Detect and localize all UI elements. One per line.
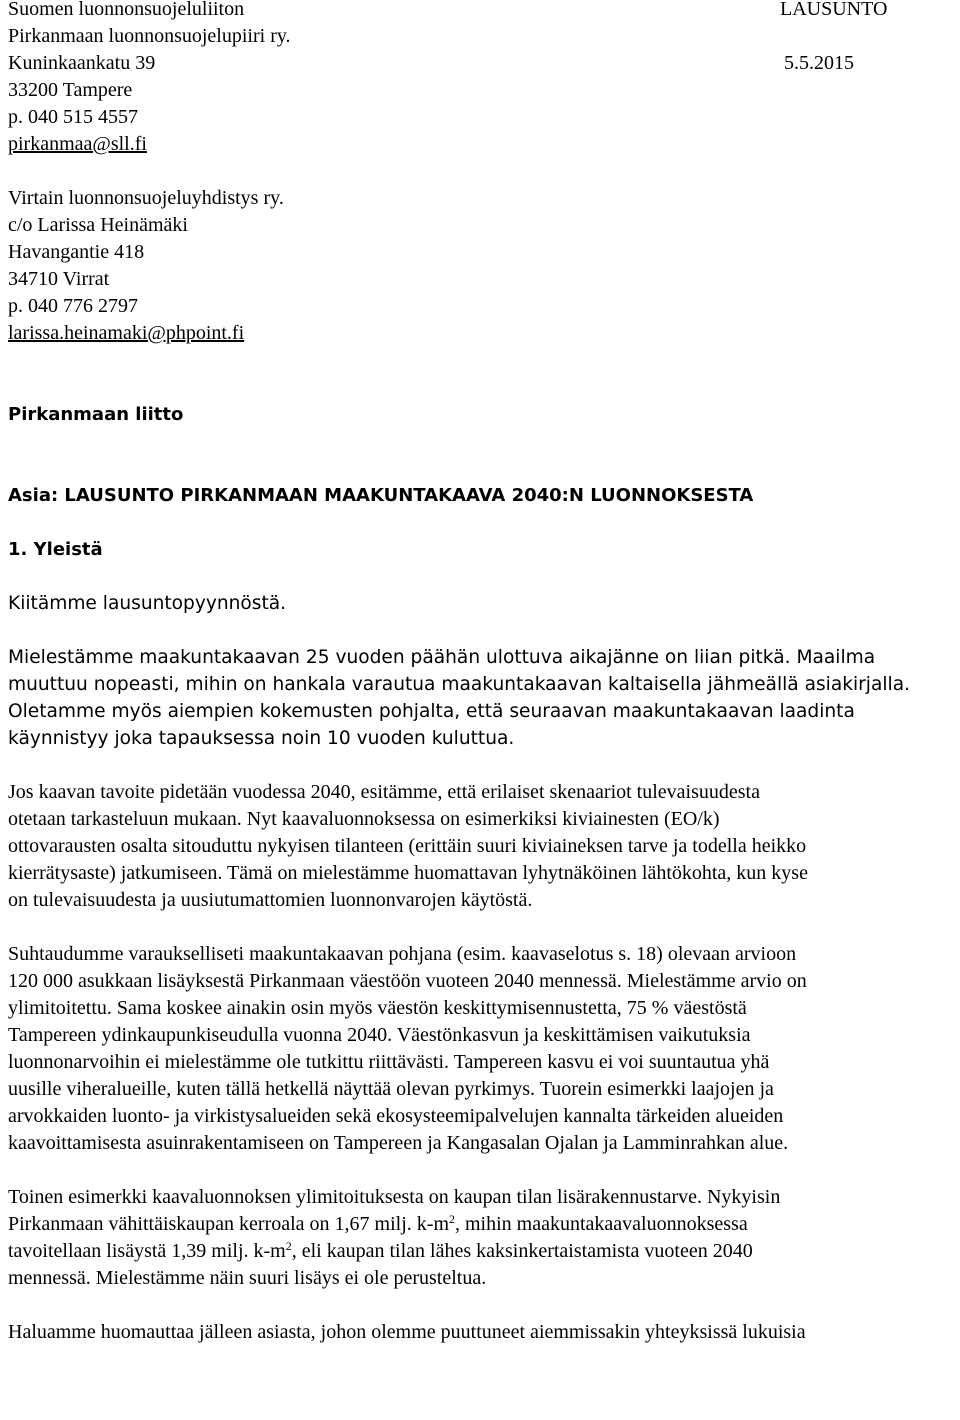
paragraph-scenarios: Jos kaavan tavoite pidetään vuodessa 2040, esitämme, että erilaiset skenaariot tulevaisuudesta otetaan tarkasteluun mukaan. Nyt kaavaluonnoksessa on esimerkiksi kiviainesten (EO/k) ottovarausten osalta sitouduttu nykyisen tilanteen (erittäin suuri kiviaineksen tarve ja todella heikko kierrätysaste) jatkumiseen. Tämä on mielestämme huomattavan lyhytnäköinen lähtökohta, kun kyse on tulevaisuudesta ja uusiutumattomien luonnonvarojen käytöstä. [8,781,808,911]
sender-phone: p. 040 515 4557 [8,106,138,128]
paragraph-timeframe: Mielestämme maakuntakaavan 25 vuoden päähän ulottuva aikajänne on liian pitkä. Maailma muuttuu nopeasti, mihin on hankala varautua maakuntakaavan kaltaisella jähmeällä asiakirjalla. Oletamme myös aiempien kokemusten pohjalta, että seuraavan maakuntakaavan laadinta käynnistyy joka tapauksessa noin 10 vuoden kuluttua. [8,647,910,749]
document-type: LAUSUNTO [780,0,888,20]
sender-org-line1: Suomen luonnonsuojeluliiton [8,0,245,20]
document-date: 5.5.2015 [784,52,854,74]
sender-email-link[interactable]: pirkanmaa@sll.fi [8,133,147,155]
co-sender-phone: p. 040 776 2797 [8,295,138,317]
sender-postal: 33200 Tampere [8,79,133,101]
subject-line: Asia: LAUSUNTO PIRKANMAAN MAAKUNTAKAAVA 2040:N LUONNOKSESTA [8,485,754,506]
paragraph-population: Suhtaudumme varaukselliseti maakuntakaavan pohjana (esim. kaavaselotus s. 18) olevaan arvioon 120 000 asukkaan lisäyksestä Pirkanmaan väestöön vuoteen 2040 mennessä. Mielestämme arvio on ylimitoitettu. Sama koskee ainakin osin myös väestön keskittymisennustetta, 75 % väestöstä Tampereen ydinkaupunkiseudulla vuonna 2040. Väestönkasvun ja keskittämisen vaikutuksia luonnonarvoihin ei mielestämme ole tutkittu riittävästi. Tampereen kasvu ei voi suuntautua yhä uusille viheralueille, kuten tällä hetkellä näyttää olevan pyrkimys. Tuorein esimerkki laajojen ja arvokkaiden luonto- ja virkistysalueiden sekä ekosysteemipalvelujen kannalta tärkeiden alueiden kaavoittamisesta asuinrakentamiseen on Tampereen ja Kangasalan Ojalan ja Lamminrahkan alue. [8,943,807,1154]
paragraph-reminder: Haluamme huomauttaa jälleen asiasta, johon olemme puuttuneet aiemmissakin yhteyksissä lukuisia [8,1321,806,1343]
section-title: 1. Yleistä [8,539,103,560]
co-sender-postal: 34710 Virrat [8,268,110,290]
sender-street: Kuninkaankatu 39 [8,52,156,74]
sender-org-line2: Pirkanmaan luonnonsuojelupiiri ry. [8,25,291,47]
paragraph-thanks: Kiitämme lausuntopyynnöstä. [8,593,287,614]
co-sender-name: Virtain luonnonsuojeluyhdistys ry. [8,187,284,209]
paragraph-retail-space: Toinen esimerkki kaavaluonnoksen ylimitoituksesta on kaupan tilan lisärakennustarve. Nykyisin Pirkanmaan vähittäiskaupan kerroala on 1,67 milj. $k-m^2$, mihin maakuntakaavaluonnoksessa tavoitellaan lisäystä 1,39 milj. $k-m^2$, eli kaupan tilan lähes kaksinkertaistamista vuoteen 2040 mennessä. Mielestämme näin suuri lisäys ei ole perusteltua. [8,1186,781,1289]
co-sender-contact: c/o Larissa Heinämäki [8,214,188,236]
co-sender-email-link[interactable]: larissa.heinamaki@phpoint.fi [8,322,245,344]
document-page [8,0,958,1346]
co-sender-street: Havangantie 418 [8,241,145,263]
superscript-2: 2 [285,1239,292,1253]
superscript-2: 2 [449,1212,455,1226]
recipient: Pirkanmaan liitto [8,404,184,425]
letter-header [8,0,958,347]
